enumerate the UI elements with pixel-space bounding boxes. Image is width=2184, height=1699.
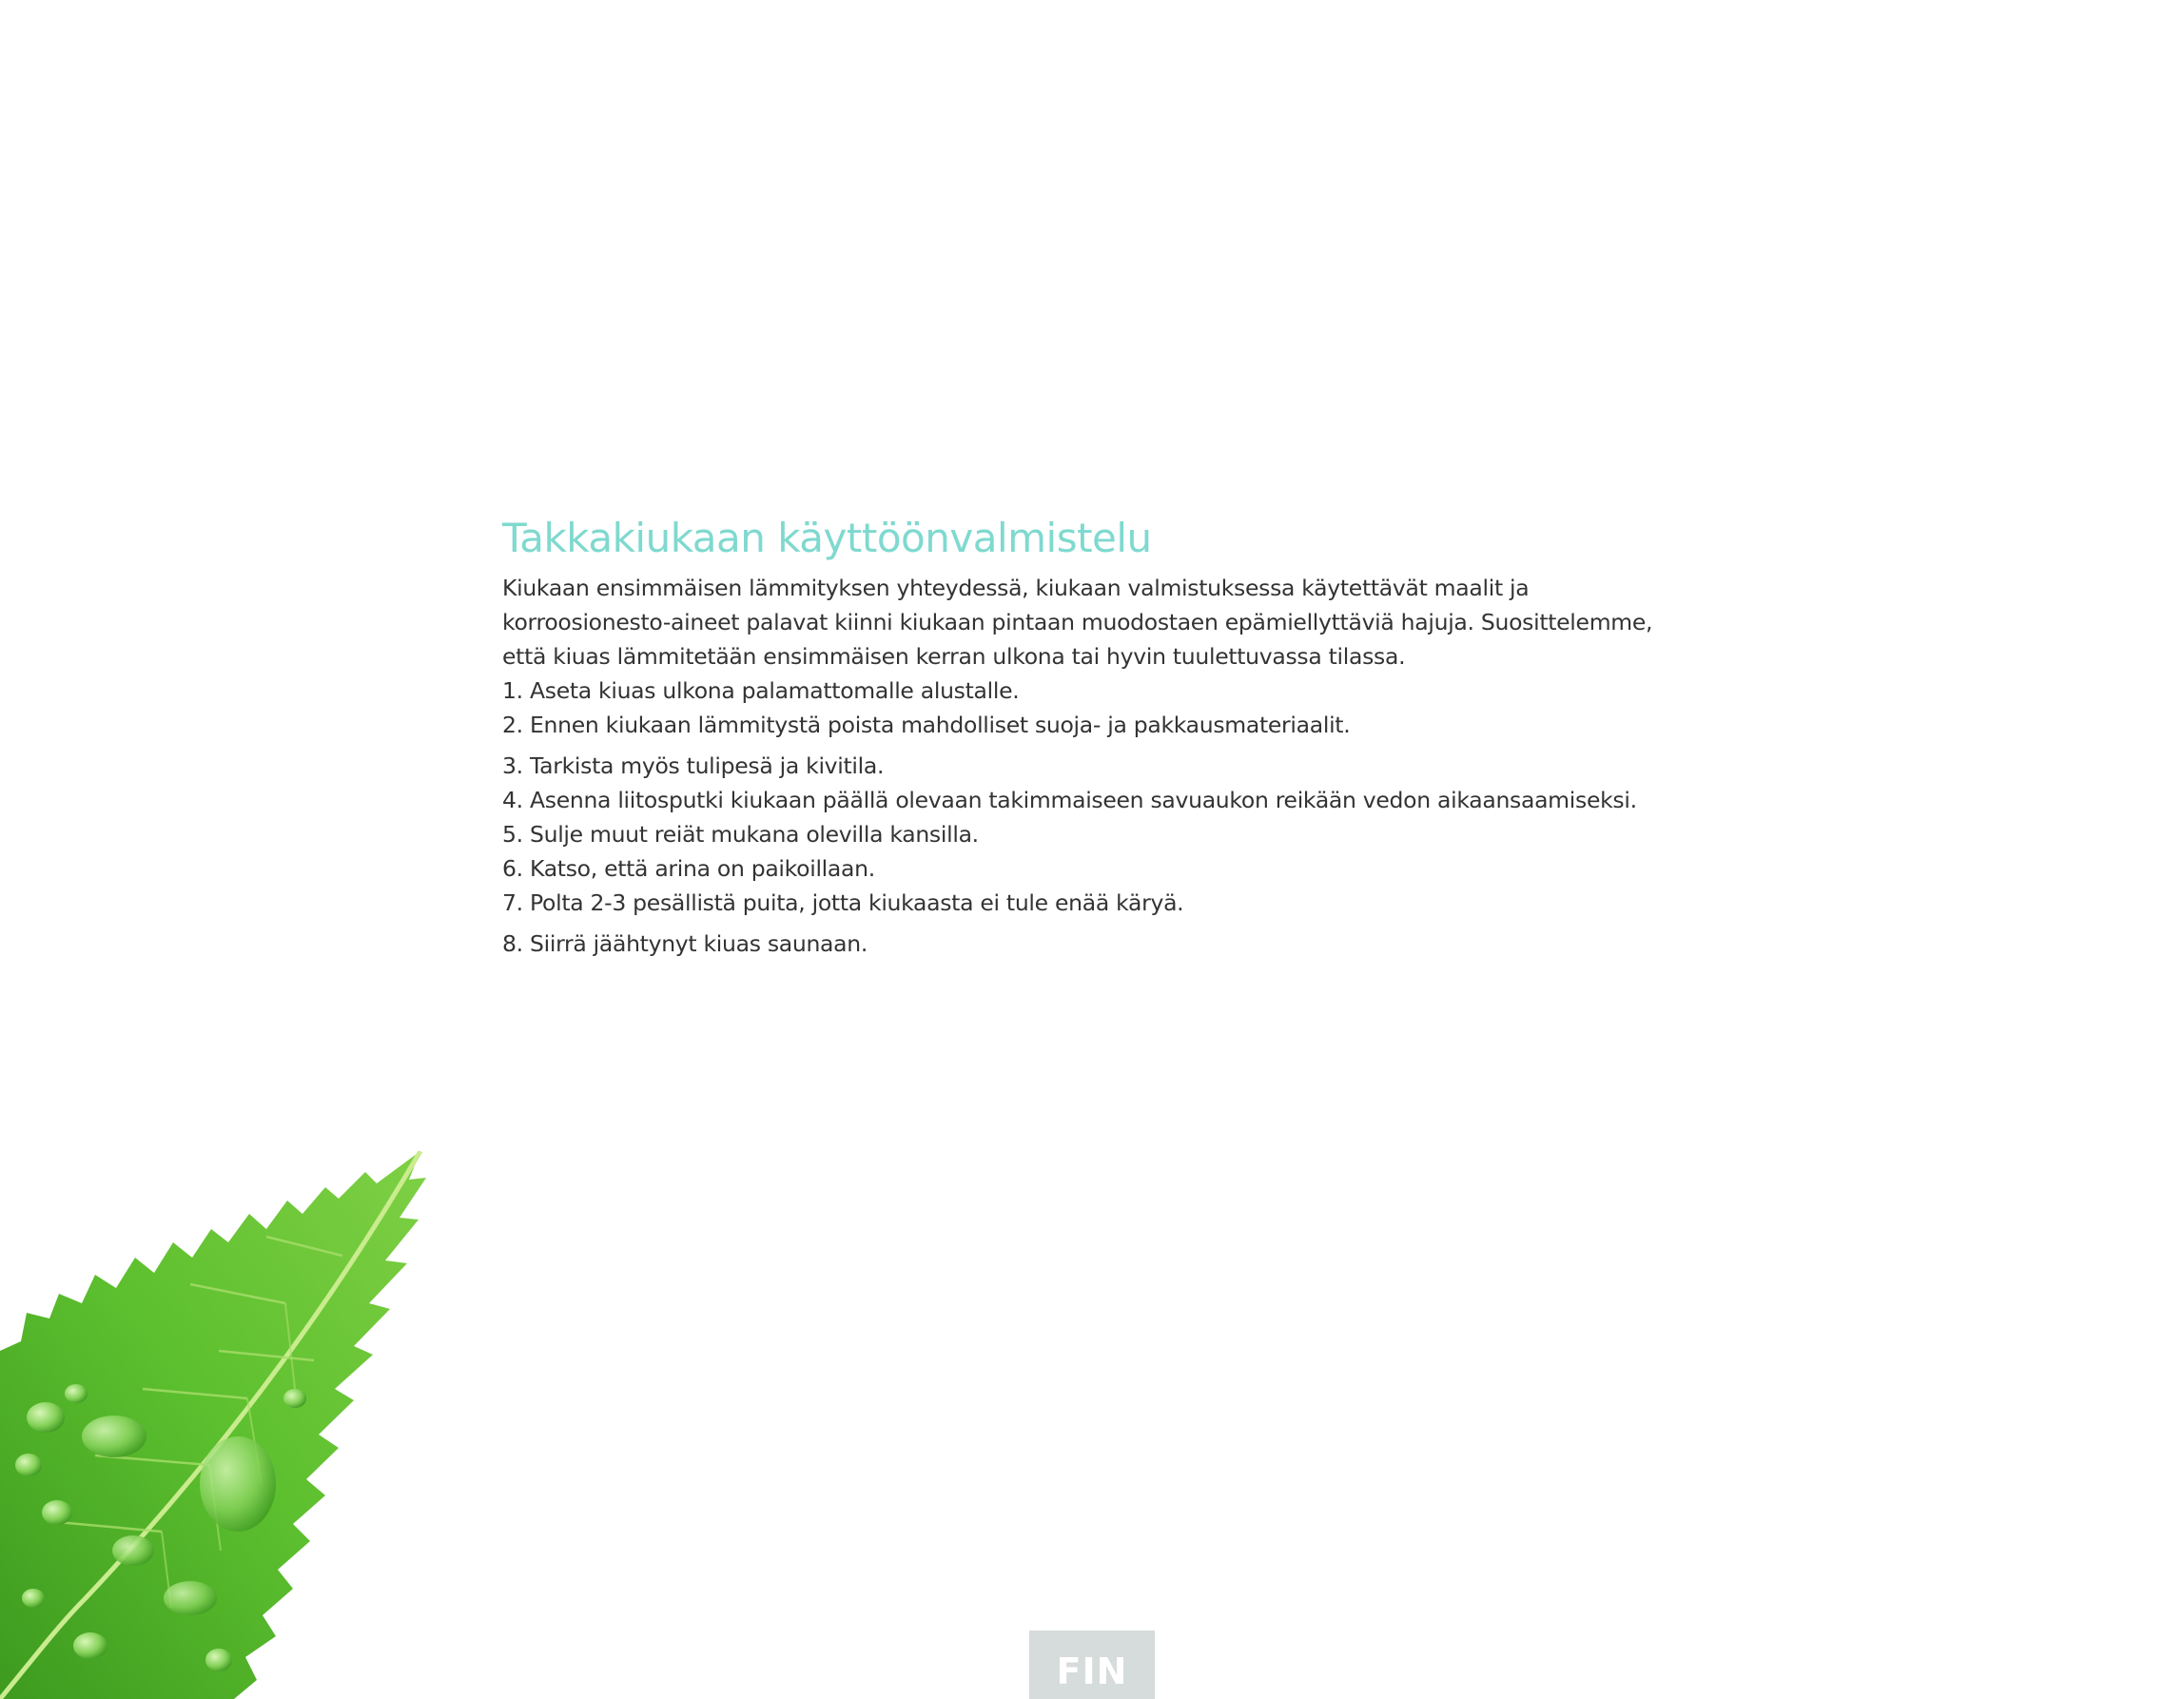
- step-item: 7. Polta 2-3 pesällistä puita, jotta kiukaasta ei tule enää käryä.: [502, 889, 1184, 916]
- language-tab: FIN: [1029, 1631, 1155, 1699]
- step-item: 4. Asenna liitosputki kiukaan päällä olevaan takimmaiseen savuaukon reikään vedon aikaansaamiseksi.: [502, 787, 1637, 813]
- steps-list: [502, 674, 1663, 961]
- step-item: 8. Siirrä jäähtynyt kiuas saunaan.: [502, 930, 868, 957]
- leaf-icon: [0, 1151, 428, 1699]
- intro-paragraph: Kiukaan ensimmäisen lämmityksen yhteydessä, kiukaan valmistuksessa käytettävät maalit ja korroosionesto-aineet palavat kiinni kiukaan pintaan muodostaen epämiellyttäviä hajuja. Suosittelemme, että kiuas lämmitetään ensimmäisen kerran ulkona tai hyvin tuulettuvassa tilassa.: [502, 575, 1653, 670]
- step-item: 3. Tarkista myös tulipesä ja kivitila.: [502, 752, 885, 779]
- step-item: 1. Aseta kiuas ulkona palamattomalle alustalle.: [502, 677, 1020, 704]
- step-item: 5. Sulje muut reiät mukana olevilla kansilla.: [502, 821, 979, 848]
- step-item: 2. Ennen kiukaan lämmitystä poista mahdolliset suoja- ja pakkausmateriaalit.: [502, 712, 1351, 738]
- instructions-section: [502, 512, 1663, 961]
- step-item: 6. Katso, että arina on paikoillaan.: [502, 855, 875, 882]
- page-title: Takkakiukaan käyttöönvalmistelu: [502, 515, 1152, 561]
